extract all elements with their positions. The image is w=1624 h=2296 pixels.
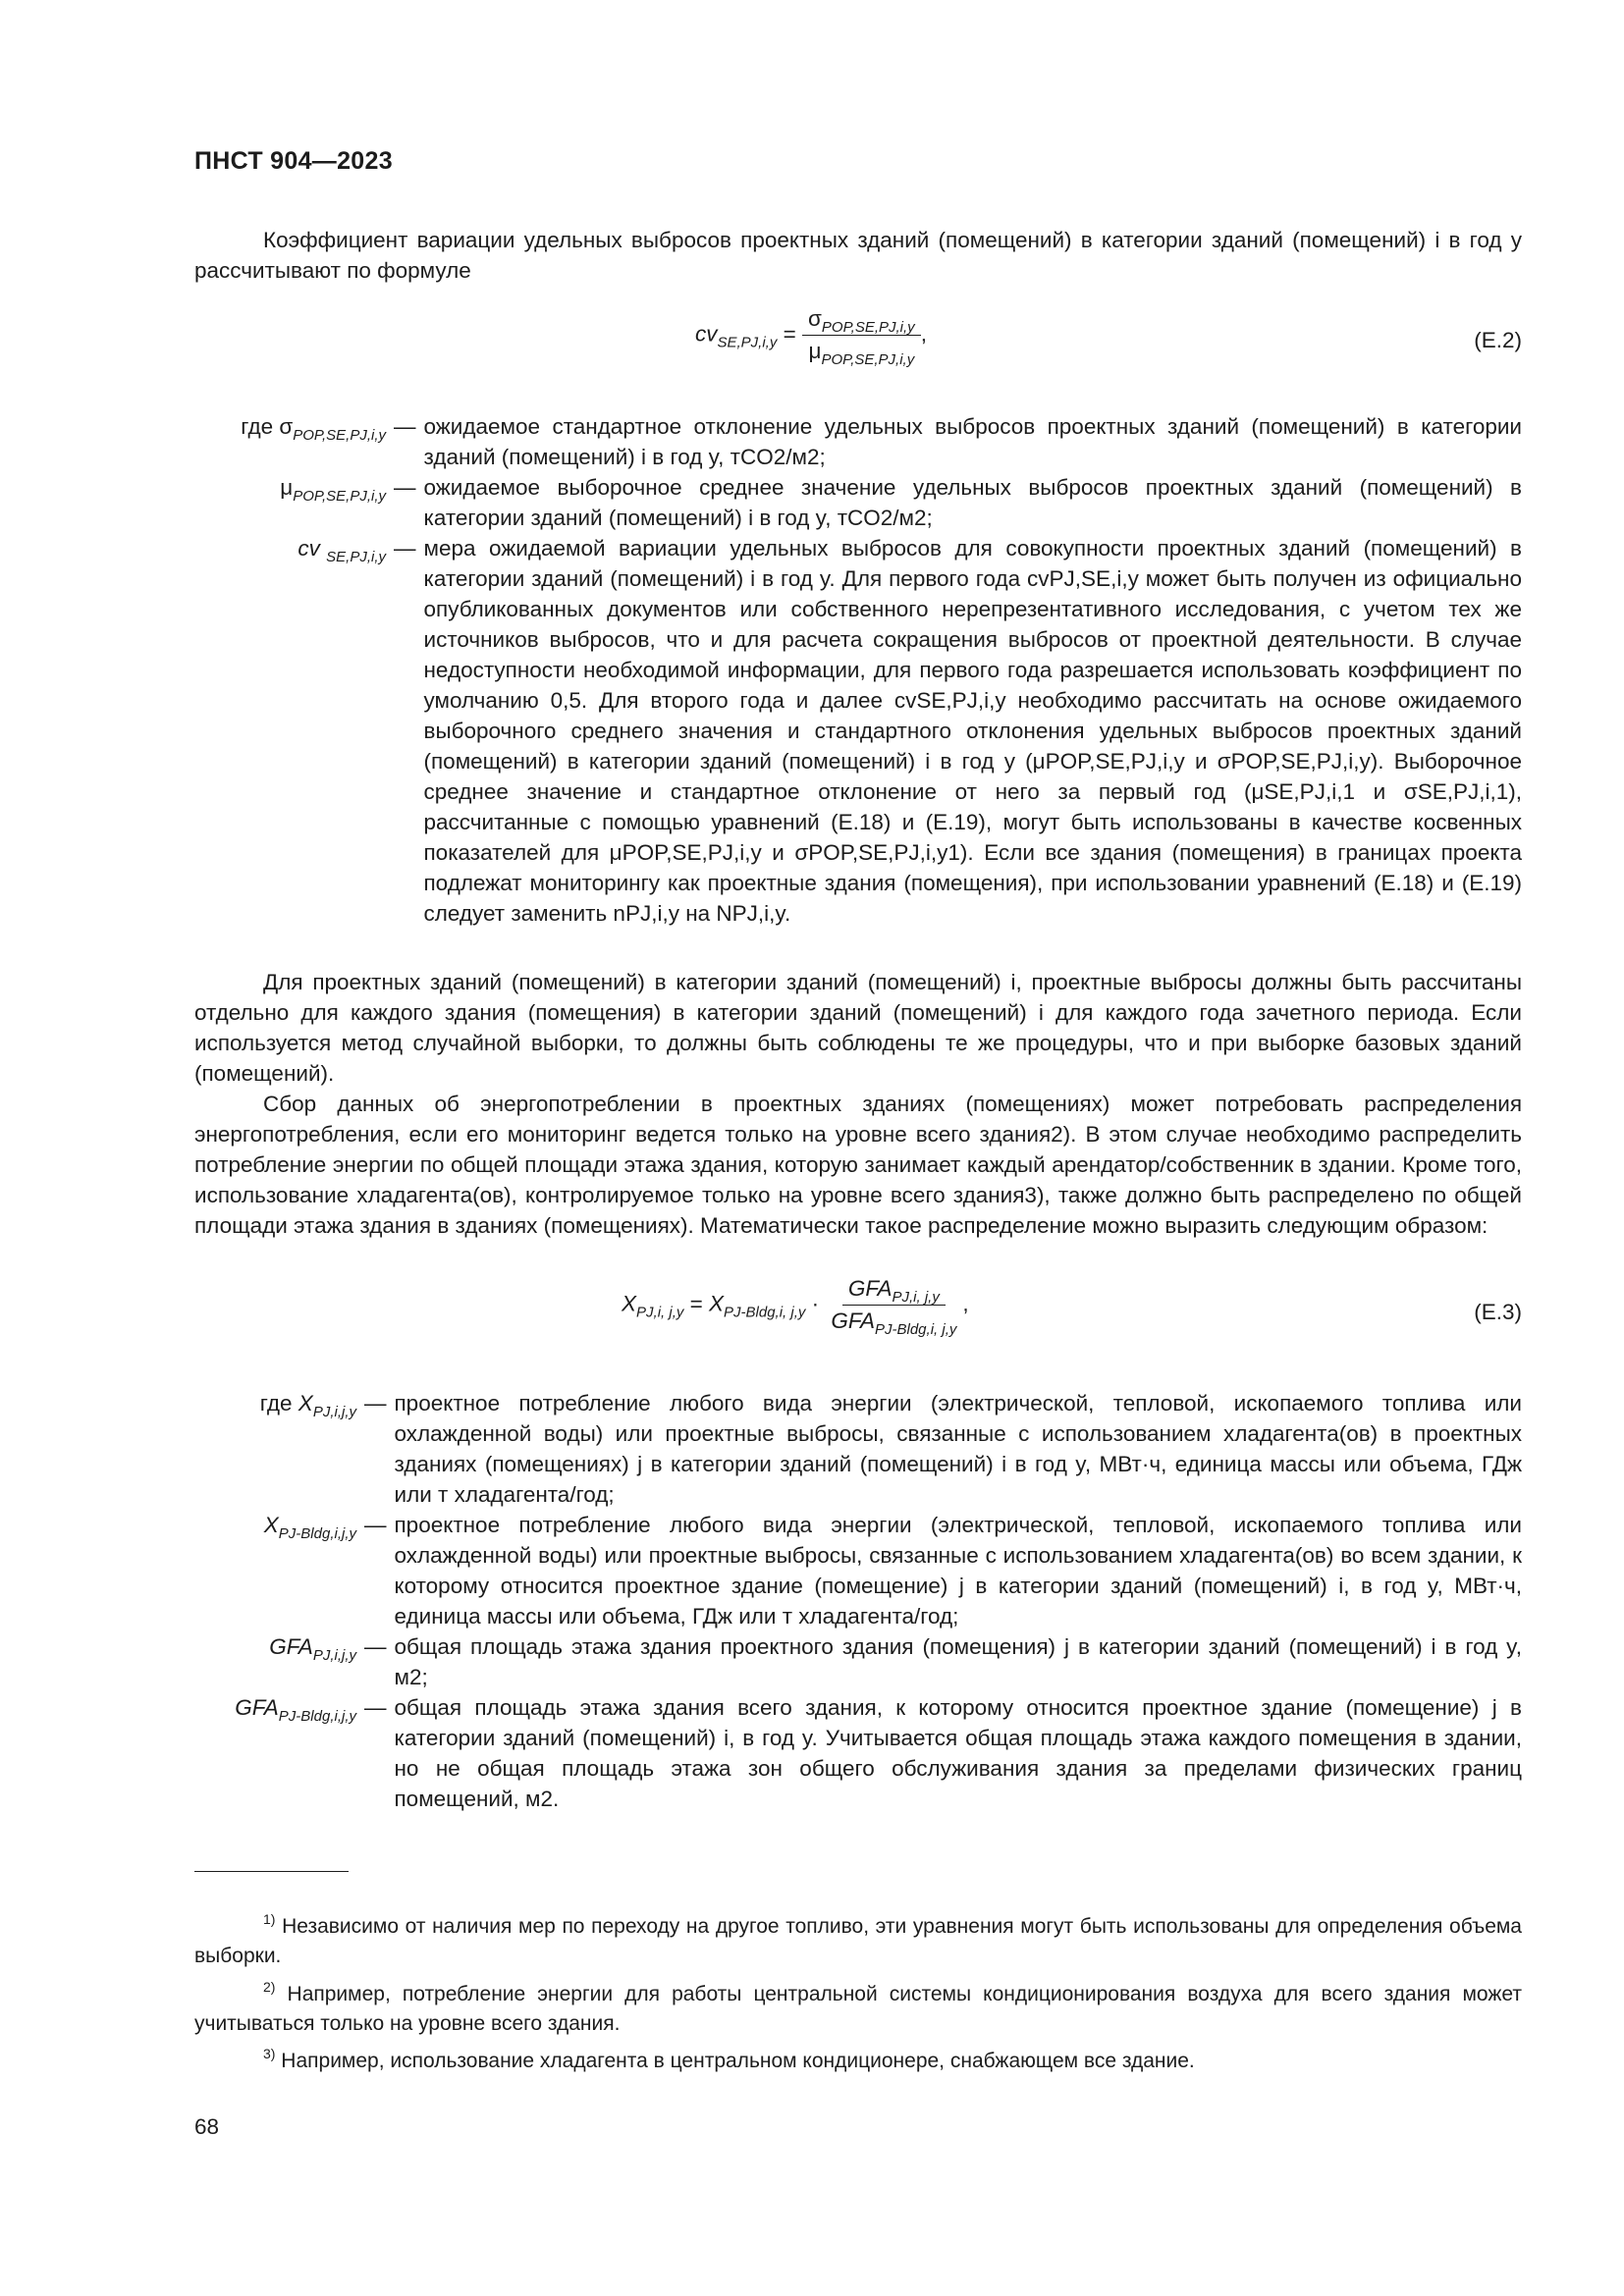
footnote-text: Например, потребление энергии для работы центральной системы кондиционирования воздуха для всего здания может учитываться только на уровне всего здания. [194, 1983, 1522, 2035]
definition-dash: — [364, 1634, 387, 1659]
definition-symbol: GFA [269, 1634, 313, 1659]
definition-symbol: cv [298, 536, 327, 561]
definition-row [194, 1388, 1522, 1510]
formula-e2-number: (E.2) [1474, 328, 1522, 352]
footnote-text: Независимо от наличия мер по переходу на другое топливо, эти уравнения могут быть использованы для определения объема выборки. [194, 1915, 1522, 1967]
formula-e3-eq: = [683, 1291, 710, 1316]
formula-e2-num: σ [808, 306, 822, 331]
definition-subscript: PJ-Bldg,i,j,y [278, 1525, 356, 1542]
formula-e2-num-sub: POP,SE,PJ,i,y [821, 319, 915, 336]
formula-e3-num-sub: PJ,i, j,y [892, 1289, 940, 1306]
intro-paragraph: Коэффициент вариации удельных выбросов проектных зданий (помещений) в категории зданий (помещений) i в год y рассчитывают по формуле [194, 228, 1522, 283]
definition-text: ожидаемое стандартное отклонение удельных выбросов проектных зданий (помещений) в категории зданий (помещений) i в год y, тCO2/м2; [423, 414, 1522, 469]
formula-e2-tail: , [920, 321, 927, 347]
definition-subscript: PJ-Bldg,i,j,y [278, 1708, 356, 1725]
definition-subscript: SE,PJ,i,y [326, 549, 386, 565]
definition-text: общая площадь этажа здания проектного здания (помещения) j в категории зданий (помещений) i в год y, м2; [394, 1634, 1522, 1689]
definition-row [194, 1692, 1522, 1814]
formula-e3-num: GFA [847, 1276, 893, 1301]
definition-dash: — [394, 536, 416, 561]
formula-e2-fraction [802, 306, 921, 368]
formula-e2-den-sub: POP,SE,PJ,i,y [821, 351, 915, 368]
formula-e2-lhs-sub: SE,PJ,i,y [717, 334, 778, 351]
formula-e2-den: μ [808, 339, 822, 363]
definition-row [194, 472, 1522, 533]
footnote-mark: 2) [263, 1979, 276, 1995]
definition-prefix: где [259, 1391, 298, 1415]
document-header: ПНСТ 904—2023 [194, 147, 393, 175]
definition-text: проектное потребление любого вида энергии (электрической, тепловой, ископаемого топлива или охлажденной воды) или проектные выбросы, связанные с использованием хладагента(ов) в проектных зданиях (помещениях) j в категории зданий (помещений) i в год y, МВт·ч, единица массы или объема, ГДж или т хладагента/год; [394, 1391, 1522, 1507]
definition-symbol: μ [280, 475, 294, 500]
formula-e3-den-sub: PJ-Bldg,i, j,y [875, 1321, 957, 1338]
definition-dash: — [364, 1391, 387, 1415]
definitions-e2 [194, 411, 1522, 929]
formula-e3-lhs-sub: PJ,i, j,y [636, 1304, 684, 1321]
footnote-3 [194, 2047, 1522, 2076]
paragraph-energy-allocation: Сбор данных об энергопотреблении в проектных зданиях (помещениях) может потребовать распределения энергопотребления, если его мониторинг ведется только на уровне всего здания2). В этом случае необходимо распределить потребление энергии по общей площади этажа здания, которую занимает каждый арендатор/собственник в здании. Кроме того, использование хладагента(ов), контролируемое только на уровне всего здания3), также должно быть распределено по общей площади этажа здания в зданиях (помещениях). Математически такое распределение можно выразить следующим образом: [194, 1092, 1522, 1238]
formula-e3-lhs: X [622, 1291, 637, 1316]
definitions-e3 [194, 1388, 1522, 1814]
definition-prefix: где [241, 414, 280, 439]
definition-text: ожидаемое выборочное среднее значение удельных выбросов проектных зданий (помещений) в категории зданий (помещений) i в год y, тCO2/м2; [423, 475, 1522, 530]
formula-e2-eq: = [777, 321, 796, 347]
definition-dash: — [394, 414, 416, 439]
footnote-text: Например, использование хладагента в центральном кондиционере, снабжающем все здание. [281, 2050, 1195, 2072]
formula-e3-dot: · [805, 1291, 820, 1316]
definition-symbol: σ [279, 414, 294, 439]
definition-subscript: PJ,i,j,y [312, 1404, 356, 1420]
formula-e2-lhs: cv [695, 321, 718, 347]
definition-row [194, 1510, 1522, 1631]
definition-dash: — [364, 1695, 387, 1720]
definition-subscript: POP,SE,PJ,i,y [293, 488, 386, 505]
definition-subscript: POP,SE,PJ,i,y [293, 427, 386, 444]
definition-dash: — [364, 1513, 387, 1537]
formula-e3-body [622, 1276, 969, 1338]
footnote-mark: 1) [263, 1911, 276, 1927]
formula-e2-body [695, 306, 927, 368]
definition-symbol: X [263, 1513, 279, 1537]
definition-row [194, 411, 1522, 472]
definition-symbol: X [298, 1391, 313, 1415]
footnote-separator [194, 1871, 349, 1872]
formula-e3-den: GFA [831, 1308, 875, 1333]
definition-text: общая площадь этажа здания всего здания, к которому относится проектное здание (помещение) j в категории зданий (помещений) i, в год y. Учитывается общая площадь этажа каждого помещения в здании, но не общая площадь этажа зон общего обслуживания здания за пределами физических границ помещений, м2. [394, 1695, 1522, 1811]
definition-row [194, 533, 1522, 929]
formula-e3-number: (E.3) [1474, 1300, 1522, 1324]
formula-e3-fraction [825, 1276, 962, 1338]
definition-text: проектное потребление любого вида энергии (электрической, тепловой, ископаемого топлива или охлажденной воды) или проектные выбросы, связанные с использованием хладагента(ов) во всем здании, к которому относится проектное здание (помещение) j в категории зданий (помещений) i, в год y, МВт·ч, единица массы или объема, ГДж или т хладагента/год; [394, 1513, 1522, 1629]
footnote-2 [194, 1980, 1522, 2039]
definition-subscript: PJ,i,j,y [312, 1647, 356, 1664]
page-number: 68 [194, 2114, 220, 2139]
definition-row [194, 1631, 1522, 1692]
definition-text: мера ожидаемой вариации удельных выбросов для совокупности проектных зданий (помещений) в категории зданий (помещений) i в год y. Для первого года cvPJ,SE,i,y может быть получен из официально опубликованных документов или собственного нерепрезентативного исследования, с учетом тех же источников выбросов, что и для расчета сокращения выбросов от проектной деятельности. В случае недоступности необходимой информации, для первого года разрешается использовать коэффициент по умолчанию 0,5. Для второго года и далее cvSE,PJ,i,y необходимо рассчитать на основе ожидаемого выборочного среднего значения и стандартного отклонения удельных выбросов проектных зданий (помещений) в категории зданий (помещений) i в год y (μPOP,SE,PJ,i,y и σPOP,SE,PJ,i,y). Выборочное среднее значение и стандартное отклонение от него за первый год (μSE,PJ,i,1 и σSE,PJ,i,1), рассчитанные с помощью уравнений (Е.18) и (Е.19), могут быть использованы в качестве косвенных показателей для μPOP,SE,PJ,i,y и σPOP,SE,PJ,i,y1). Если все здания (помещения) в границах проекта подлежат мониторингу как проектные здания (помещения), при использовании уравнений (Е.18) и (Е.19) следует заменить nPJ,i,y на NPJ,i,y. [423, 536, 1522, 926]
formula-e3-rhs: X [709, 1291, 725, 1316]
definition-dash: — [394, 475, 416, 500]
formula-e3-rhs-sub: PJ-Bldg,i, j,y [724, 1304, 806, 1321]
footnote-1 [194, 1912, 1522, 1971]
formula-e3-tail: , [962, 1291, 969, 1316]
definition-symbol: GFA [235, 1695, 279, 1720]
footnote-mark: 3) [263, 2046, 276, 2061]
paragraph-project-emissions: Для проектных зданий (помещений) в категории зданий (помещений) i, проектные выбросы должны быть рассчитаны отдельно для каждого здания (помещения) в категории зданий (помещений) i для каждого года зачетного периода. Если используется метод случайной выборки, то должны быть соблюдены те же процедуры, что и при выборке базовых зданий (помещений). [194, 970, 1522, 1086]
